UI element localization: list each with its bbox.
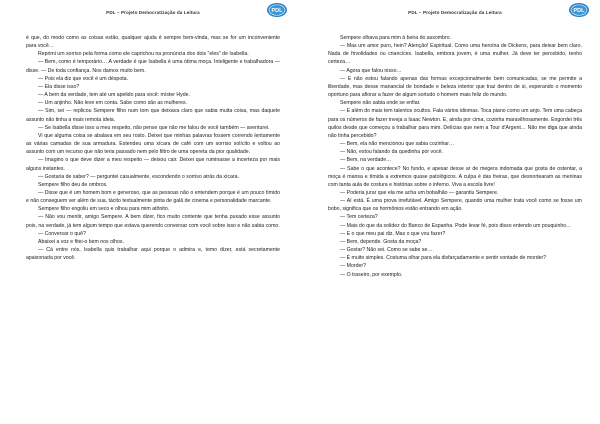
paragraph: Vi que alguma coisa se abalava em seu rosto. Deixei que minhas palavras fossem correndo lentamente as várias camadas de sua armadura. Estendeu uma xícara de café com um sorriso solícito e voltou ao assunto com um recurso que não teria passado nem pelo filtro de uma opereta da pior qualidade. bbox=[26, 132, 280, 156]
right-page bbox=[306, 0, 596, 424]
pdl-logo-icon bbox=[568, 2, 590, 18]
paragraph: — Não, estou falando da quedinha por você. bbox=[340, 149, 443, 156]
paragraph: — Pois ela diz que você é um déspota. bbox=[38, 75, 128, 82]
paragraph: Sempere olhava para mim à beira do assombro. bbox=[340, 35, 452, 41]
paragraph: é que, do modo como as coisas estão, qualquer ajuda é sempre bem-vinda, mas se for um inconveniente para você… bbox=[26, 35, 280, 50]
paragraph: — Se Isabella disse isso a meu respeito, não pense que não me falou de você também — aventurei. bbox=[38, 124, 270, 131]
paragraph: — E não estou falando apenas das formas excepcionalmente bem comunicadas, se me permite a liberdade, mas desse manancial de bondade e beleza interior que traz dentro de si, esperando o momento oportuno para aflorar a fazer de algum sortudo o homem mais feliz do mundo. bbox=[328, 75, 582, 99]
paragraph: — O traseiro, por exemplo. bbox=[340, 271, 403, 278]
left-logo-text: PDL bbox=[271, 8, 283, 14]
paragraph: Sempere não sabia onde se enfiar. bbox=[340, 100, 421, 107]
left-header-title: PDL – Projeto Democratização da Leitura bbox=[106, 10, 200, 15]
paragraph: — Bem, como é temporário… A verdade é que Isabella é uma ótima moça. Inteligente e trabalhadora — disse. — De toda confiança. Nos damos muito bem. bbox=[26, 59, 280, 74]
paragraph: — Não vou mentir, amigo Sempere. A bem dizer, fico muito contente que tenha puxado esse assunto pois, na verdade, já tem algum tempo que estava querendo conversar com você sobre isso e não sabia como. bbox=[26, 214, 280, 229]
paragraph: — Conversar o quê? bbox=[38, 230, 86, 237]
paragraph: — A bem da verdade, tem até um apelido para você: míster Hyde. bbox=[38, 92, 190, 99]
paragraph: — Bem, na verdade… bbox=[340, 157, 392, 164]
paragraph: — Sabe o que acontece? No fundo, e apesar desse ar de megera indomada que gosta de ostentar, a moça é mansa e tímida a extremos quase patológicos. A culpa é das freiras, que desnortearam as meninas com tanta aula de costura e histórias sobre o inferno. Viva a escola livre! bbox=[328, 165, 582, 188]
paragraph: — Imagino o que deve dizer a meu respeito — deixou cair. Deixei que ruminasse a incerteza por mais alguns instantes. bbox=[26, 157, 280, 172]
paragraph: Reprimi um sorriso pela forma como ele caprichou na pronúncia dos dois "eles" de Isabella. bbox=[38, 51, 249, 58]
right-header-title: PDL – Projeto Democratização da Leitura bbox=[408, 10, 502, 15]
left-page-header bbox=[24, 0, 282, 22]
paragraph: — E o que meu pai diz. Mas o que vou fazer? bbox=[340, 230, 446, 237]
paragraph: — Tem certeza? bbox=[340, 214, 378, 221]
right-logo-text: PDL bbox=[573, 8, 585, 14]
paragraph: — Disse que é um homem bom e generoso, que as pessoas não o entendem porque é um pouco tímido e não conseguem ver além de sua, tácito textualmente pinta de galã de cinema e personalidade marcante. bbox=[26, 189, 280, 205]
right-page-header bbox=[326, 0, 584, 22]
paragraph: — Morder? bbox=[340, 263, 366, 270]
paragraph: — Poderia jurar que ela me acha um bobalhão — garantiu Sempere. bbox=[340, 189, 499, 196]
paragraph: Sempere filho deu de ombros. bbox=[38, 181, 108, 188]
paragraph: — É muito simples. Costuma olhar para ela disfarçadamente e sentir vontade de morder? bbox=[340, 255, 547, 262]
paragraph: — Gostaria de saber? — perguntei casualmente, escondendo o sorriso atrás da xícara. bbox=[38, 173, 239, 180]
paragraph: — Ela disse isso? bbox=[38, 83, 80, 90]
paragraph: — Um anjinho. Não leve em conta. Sabe como são as mulheres. bbox=[38, 100, 188, 107]
right-page-body bbox=[328, 34, 582, 279]
paragraph: — E além do mais tem talentos ocultos. Fala vários idiomas. Toca piano como um anjo. Tem uma cabeça para os números de fazer inveja a Isaac Newton. E, ainda por cima, cozinha maravilhosamente. Engordei três quilos desde que começou a trabalhar para mim. Delícias que nem a Tour d'Argent… Não me diga que ainda não tinha percebido? bbox=[328, 108, 582, 139]
paragraph: — Bem, ela não mencionou que sabia cozinhar… bbox=[340, 141, 455, 148]
paragraph: — Cá entre nós, Isabella quis trabalhar aqui porque o admira e, temo dizer, está secretamente apaixonada por você. bbox=[26, 247, 280, 262]
paragraph: Sempere filho engoliu em seco e olhou para mim atônito. bbox=[38, 206, 170, 213]
paragraph: — Mas um amor puro, hein? Atenção! Espiritual. Como uma heroína de Dickens, para deixar bem claro. Nada de frivolidades ou criancices. Isabella, embora jovem, é uma mulher. Já deve ter percebido, tenho certeza… bbox=[328, 43, 582, 66]
paragraph: — Aí está. É uma prova irrefutável. Amigo Sempere, quando uma mulher trata você como se fosse um bobo, significa que os hormônios estão entrando em ação. bbox=[328, 198, 582, 213]
paragraph: — Bem, depende. Gosta da moça? bbox=[340, 238, 422, 245]
pdl-logo-icon bbox=[266, 2, 288, 18]
paragraph: — Mais do que da solidez do Banco de Espanha. Pode levar fé, pois disso entendo um pouquinho… bbox=[340, 222, 572, 229]
paragraph: — Agora que falou nisso… bbox=[340, 67, 402, 74]
left-page bbox=[4, 0, 294, 424]
paragraph: — Sim, sei — replicou Sempere filho num tom que deixava claro que sabia muita coisa, mas daquele assunto não tinha a mais remota ideia. bbox=[26, 108, 280, 123]
paragraph: — Gostar? Não sei. Como se sabe se… bbox=[340, 247, 433, 254]
paragraph: Abaixei a voz e fitei-o bem nos olhos. bbox=[38, 238, 124, 245]
left-page-body bbox=[26, 34, 280, 262]
